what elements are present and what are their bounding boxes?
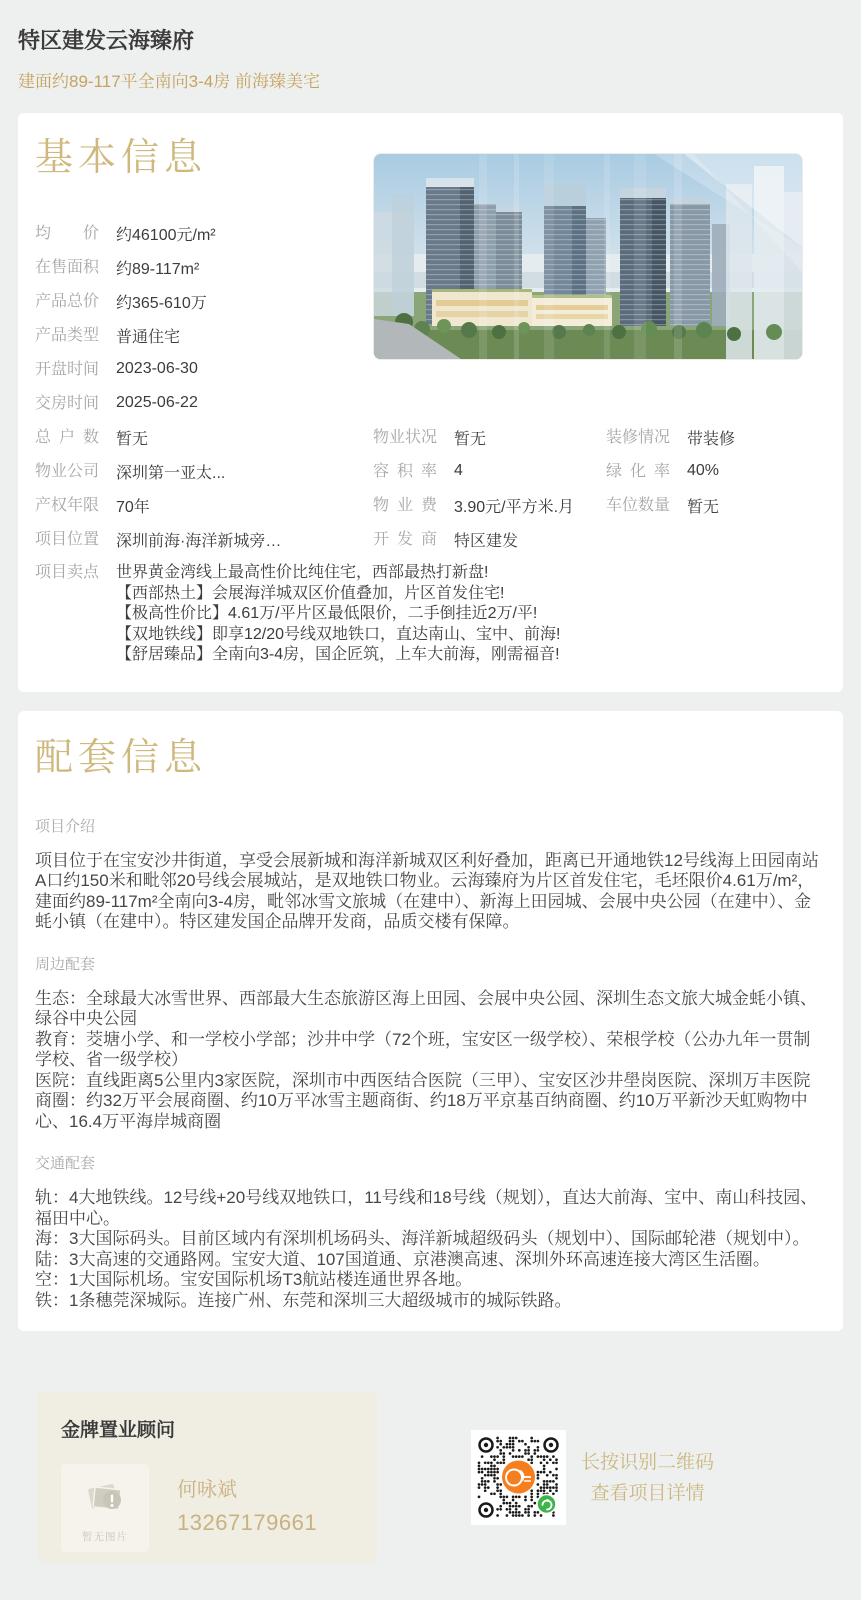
info-row-property-company: 物业公司 深圳第一亚太... <box>35 462 226 482</box>
basic-info-section-title: 基本信息 <box>35 137 208 179</box>
intro-paragraph: 项目位于在宝安沙井街道，享受会展新城和海洋新城双区利好叠加，距离已开通地铁12号线海上田园南站A口约150米和毗邻20号线会展城站，是双地铁口物业。云海臻府为片区首发住宅，毛坯限价4.61万/m²，建面约89-117m²全南向3-4房，毗邻冰雪文旅城（在建中）、新海上田园城、会展中央公园（在建中）、金蚝小镇（在建中）。特区建发国企品牌开发商，品质交楼有保障。 <box>35 850 819 931</box>
info-row-households: 总户数 暂无 <box>35 428 149 448</box>
info-row-parking: 车位数量 暂无 <box>606 496 720 516</box>
qr-instruction: 长按识别二维码 查看项目详情 <box>581 1451 715 1504</box>
intro-subtitle: 项目介绍 <box>35 817 96 835</box>
buildings-illustration <box>374 154 803 360</box>
no-photo-placeholder <box>61 1464 149 1552</box>
info-grid-row-1 <box>35 420 826 454</box>
no-image-icon <box>82 1478 128 1520</box>
no-image-label: 暂无图片 <box>82 1531 128 1543</box>
info-row-plot-ratio: 容积率 4 <box>373 462 463 480</box>
consultant-card <box>37 1391 377 1563</box>
qr-code[interactable] <box>471 1430 566 1525</box>
basic-info-card <box>18 113 843 692</box>
info-row-tenure: 产权年限 70年 <box>35 496 150 516</box>
property-tagline: 建面约89-117平全南向3-4房 前海臻美宅 <box>18 72 320 91</box>
info-row-selling-points: 项目卖点 世界黄金湾线上最高性价比纯住宅，西部最热打新盘! 【西部热土】会展海洋城双区价值叠加，片区首发住宅! 【极高性价比】4.61万/平片区最低限价，二手倒挂近2万/平! 【双地铁线】即享12/20号线双地铁口，直达南山、宝中、前海! 【舒居臻品】全南向3-4房，国企匠筑，上车大前海，刚需福音! <box>35 563 826 666</box>
info-grid-row-3 <box>35 488 826 522</box>
qr-group <box>471 1430 714 1525</box>
traffic-subtitle: 交通配套 <box>35 1155 96 1172</box>
info-row-location: 项目位置 深圳前海·海洋新城旁… <box>35 530 282 550</box>
nearby-subtitle: 周边配套 <box>35 955 96 973</box>
amenities-section-title: 配套信息 <box>35 736 208 779</box>
wechat-icon <box>537 1495 556 1514</box>
property-name-title: 特区建发云海臻府 <box>18 28 195 53</box>
qr-code-graphic <box>475 1434 562 1521</box>
selling-points-text: 世界黄金湾线上最高性价比纯住宅，西部最热打新盘! 【西部热土】会展海洋城双区价值叠加，片区首发住宅! 【极高性价比】4.61万/平片区最低限价，二手倒挂近2万/平! 【双地铁线】即享12/20号线双地铁口，直达南山、宝中、前海! 【舒居臻品】全南向3-4房，国企匠筑，上车大前海，刚需福音! <box>116 564 561 663</box>
info-row-developer: 开发商 特区建发 <box>373 530 519 550</box>
info-row-property-fee: 物业费 3.90元/平方米.月 <box>373 496 575 516</box>
traffic-paragraph: 轨：4大地铁线。12号线+20号线双地铁口，11号线和18号线（规划），直达大前海、宝中、南山科技园、福田中心。 海：3大国际码头。目前区域内有深圳机场码头、海洋新城超级码头（规划中）、国际邮轮港（规划中）。 陆：3大高速的交通路网。宝安大道、107国道通、京港澳高速、深圳外环高速连接大湾区生活圈。 空：1大国际机场。宝安国际机场T3航站楼连通世界各地。 铁：1条穗莞深城际。连接广州、东莞和深圳三大超级城市的城际铁路。 <box>35 1188 818 1310</box>
info-row-greening-rate: 绿化率 40% <box>606 462 720 480</box>
amenities-card <box>18 711 843 1332</box>
info-row-open-date: 开盘时间 2023-06-30 <box>35 360 198 378</box>
info-row-product-type: 产品类型 普通住宅 <box>35 326 181 346</box>
page-header <box>0 0 861 94</box>
info-row-avg-price: 均价 约46100元/m² <box>35 224 216 244</box>
consultant-name: 何咏斌 <box>177 1479 237 1501</box>
consultant-phone[interactable]: 13267179661 <box>177 1510 318 1535</box>
info-row-total-price: 产品总价 约365-610万 <box>35 292 207 312</box>
consultant-heading: 金牌置业顾问 <box>61 1420 176 1441</box>
info-row-area: 在售面积 约89-117m² <box>35 258 200 278</box>
info-row-delivery-date: 交房时间 2025-06-22 <box>35 394 198 412</box>
nearby-paragraph: 生态：全球最大冰雪世界、西部最大生态旅游区海上田园、会展中央公园、深圳生态文旅大城金蚝小镇、绿谷中央公园 教育：茭塘小学、和一学校小学部；沙井中学（72个班，宝安区一级学校）、荣根学校（公办九年一贯制学校、省一级学校） 医院：直线距离5公里内3家医院，深圳市中西医结合医院（三甲）、宝安区沙井壆岗医院、深圳万丰医院 商圈：约32万平会展商圈、约10万平冰雪主题商街、约18万平京基百纳商圈、约10万平新沙天虹购物中心、16.4万平海岸城商圈 <box>35 988 817 1131</box>
bottom-section <box>18 1391 843 1563</box>
property-rendering-image[interactable] <box>373 153 803 360</box>
info-grid-row-2 <box>35 454 826 488</box>
info-row-property-status: 物业状况 暂无 <box>373 428 487 448</box>
info-row-decoration: 装修情况 带装修 <box>606 428 736 448</box>
info-grid-row-4 <box>35 522 826 556</box>
